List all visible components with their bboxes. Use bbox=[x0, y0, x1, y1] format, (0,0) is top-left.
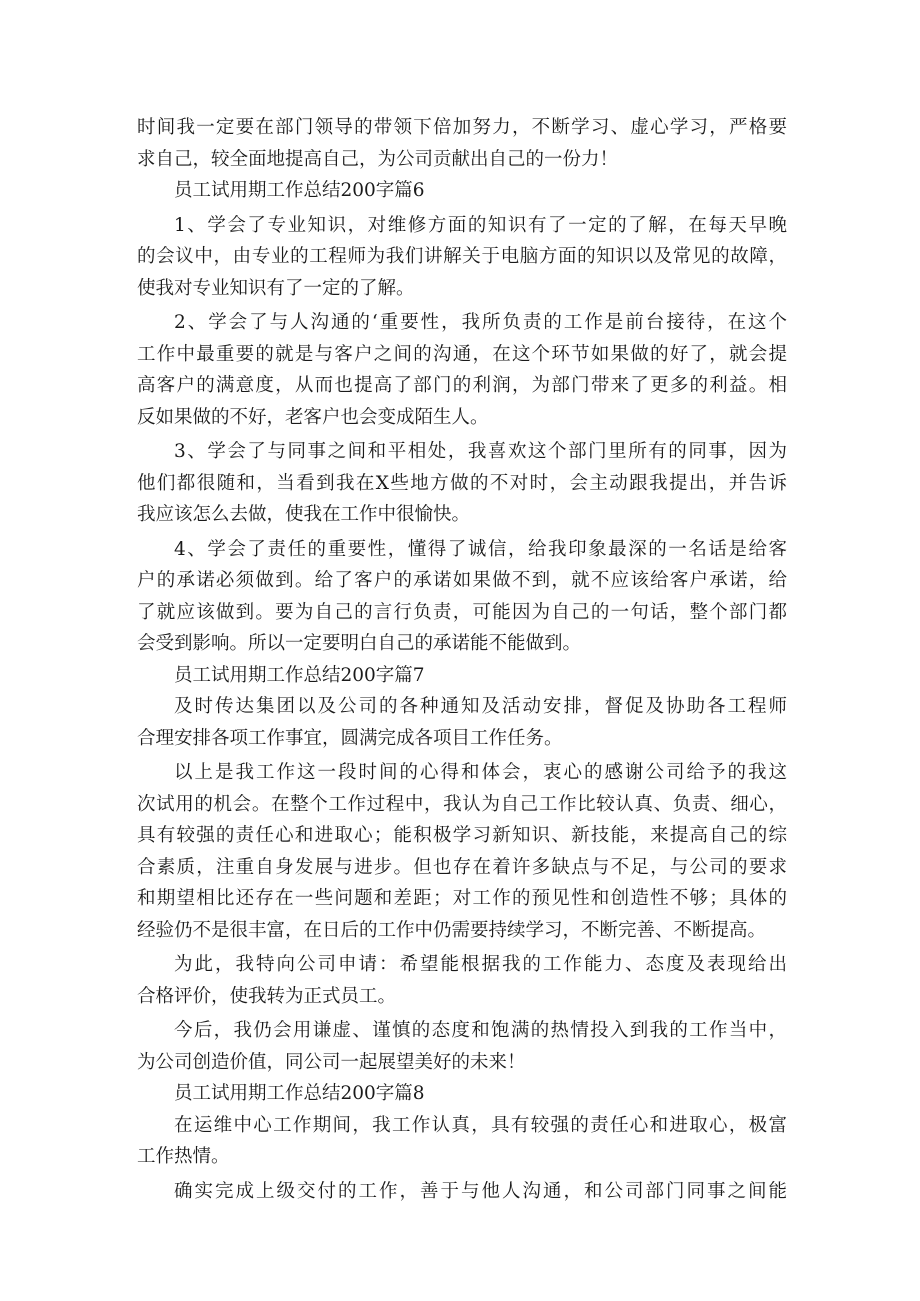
text-line: 我应该怎么去做，使我在工作中很愉快。 bbox=[137, 504, 471, 525]
paragraph bbox=[137, 1015, 787, 1078]
text-line: 和期望相比还存在一些问题和差距；对工作的预见性和创造性不够；具体的 bbox=[137, 888, 787, 909]
text-line: 次试用的机会。在整个工作过程中，我认为自己工作比较认真、负责、细心， bbox=[137, 793, 787, 815]
paragraph bbox=[137, 757, 787, 946]
text-line: 时间我一定要在部门领导的带领下倍加努力，不断学习、虚心学习，严格要 bbox=[137, 117, 787, 138]
text-line: 经验仍不是很丰富，在日后的工作中仍需要持续学习，不断完善、不断提高。 bbox=[137, 919, 767, 941]
paragraph bbox=[137, 949, 787, 1012]
paragraph bbox=[137, 691, 787, 754]
text-line: 4、学会了责任的重要性，懂得了诚信，给我印象最深的一名话是给客 bbox=[174, 538, 787, 560]
text-line: 确实完成上级交付的工作，善于与他人沟通，和公司部门同事之间能 bbox=[174, 1180, 787, 1202]
text-line: 合理安排各项工作事宜，圆满完成各项目工作任务。 bbox=[137, 727, 563, 749]
text-line: 合格评价，使我转为正式员工。 bbox=[137, 985, 397, 1007]
text-line: 具有较强的责任心和进取心；能积极学习新知识、新技能，来提高自己的综 bbox=[137, 825, 787, 846]
text-line: 工作热情。 bbox=[137, 1146, 230, 1167]
text-line: 以上是我工作这一段时间的心得和体会，衷心的感谢公司给予的我这 bbox=[174, 762, 787, 783]
section-heading: 员工试用期工作总结200字篇7 bbox=[174, 664, 425, 686]
paragraph bbox=[137, 1110, 787, 1173]
text-line: 今后，我仍会用谦虚、谨慎的态度和饱满的热情投入到我的工作当中， bbox=[174, 1020, 787, 1041]
section-heading: 员工试用期工作总结200字篇8 bbox=[174, 1083, 425, 1104]
paragraph bbox=[137, 307, 787, 433]
text-line: 了就应该做到。要为自己的言行负责，可能因为自己的一句话，整个部门都 bbox=[137, 601, 787, 623]
text-line: 会受到影响。所以一定要明白自己的承诺能不能做到。 bbox=[137, 633, 582, 654]
text-line: 合素质，注重自身发展与进步。但也存在着许多缺点与不足，与公司的要求 bbox=[137, 856, 787, 878]
paragraph bbox=[137, 1176, 787, 1208]
text-line: 的会议中，由专业的工程师为我们讲解关于电脑方面的知识以及常见的故障， bbox=[137, 246, 787, 267]
paragraph bbox=[137, 112, 787, 175]
text-line: 反如果做的不好，老客户也会变成陌生人。 bbox=[137, 406, 489, 428]
text-line: 3、学会了与同事之间和平相处，我喜欢这个部门里所有的同事，因为 bbox=[174, 441, 787, 462]
text-line: 1、学会了专业知识，对维修方面的知识有了一定的了解，在每天早晚 bbox=[174, 214, 787, 236]
text-line: 及时传达集团以及公司的各种通知及活动安排，督促及协助各工程师 bbox=[174, 696, 787, 717]
text-line: 为公司创造价值，同公司一起展望美好的未来！ bbox=[137, 1051, 526, 1073]
paragraph bbox=[137, 210, 787, 305]
text-line: 高客户的满意度，从而也提高了部门的利润，为部门带来了更多的利益。相 bbox=[137, 375, 787, 396]
paragraph bbox=[137, 534, 787, 660]
text-line: 为此，我特向公司申请：希望能根据我的工作能力、态度及表现给出 bbox=[174, 954, 787, 975]
text-line: 他们都很随和，当看到我在X些地方做的不对时，会主动跟我提出，并告诉 bbox=[137, 472, 787, 494]
text-line: 在运维中心工作期间，我工作认真，具有较强的责任心和进取心，极富 bbox=[174, 1114, 787, 1136]
section-heading: 员工试用期工作总结200字篇6 bbox=[174, 180, 425, 201]
text-line: 2、学会了与人沟通的‘重要性，我所负责的工作是前台接待，在这个 bbox=[174, 312, 787, 333]
text-line: 工作中最重要的就是与客户之间的沟通，在这个环节如果做的好了，就会提 bbox=[137, 343, 787, 365]
paragraph bbox=[137, 436, 787, 531]
text-line: 户的承诺必须做到。给了客户的承诺如果做不到，就不应该给客户承诺，给 bbox=[137, 570, 787, 591]
text-line: 使我对专业知识有了一定的了解。 bbox=[137, 277, 415, 299]
text-line: 求自己，较全面地提高自己，为公司贡献出自己的一份力！ bbox=[137, 148, 619, 170]
document-page bbox=[137, 112, 787, 1207]
